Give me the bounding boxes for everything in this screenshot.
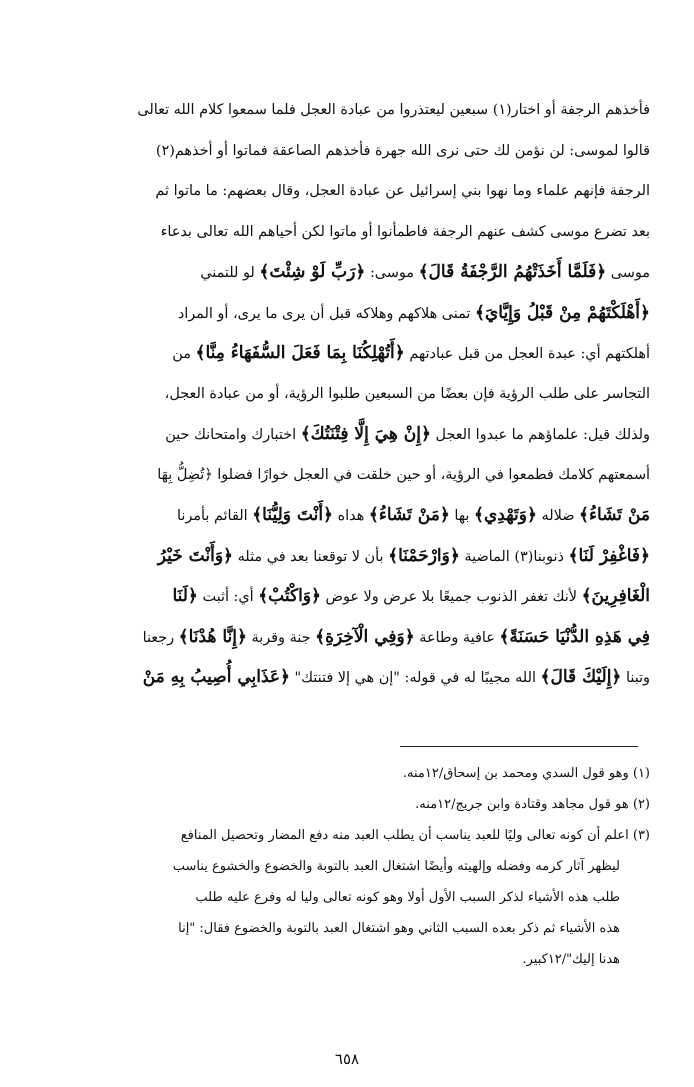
text-segment: الله مجيبًا له في قوله: "إن هي إلا فتنتك" [289, 670, 541, 686]
text-segment: بعد تضرع موسى كشف عنهم الرجفة فاطمأنوا أو ماتوا لكن أحياهم الله تعالى بدعاء [160, 223, 650, 240]
footnote-line: ليظهر آثار كرمه وفضله وإلهيته وأيضًا اشتغال العبد بالتوبة والخضوع والخشوع يناسب [172, 859, 620, 874]
text-line [44, 90, 650, 131]
quran-quote: الْغَافِرِينَ﴾ [581, 586, 650, 606]
text-segment: هداه [333, 508, 369, 524]
text-line [44, 252, 650, 293]
text-segment: اختبارك وامتحانك حين [165, 427, 301, 443]
footnote-line: هذه الأشياء ثم ذكر بعده السبب الثاني وهو اشتغال العبد بالتوبة والخضوع فقال: "إنا [178, 921, 620, 936]
text-segment: ولذلك قيل: علماؤهم ما عبدوا العجل [430, 427, 650, 443]
quran-quote: ﴿إِنَّا هُدْنَا﴾ [178, 626, 247, 647]
text-segment: موسى [606, 265, 650, 281]
text-line [44, 293, 650, 334]
text-segment: جنة وقربة [246, 629, 316, 646]
text-line [44, 374, 650, 415]
text-segment: أي: أثبت [197, 589, 259, 605]
text-segment: بها [449, 508, 474, 524]
quran-quote: ﴿وَأَنْتَ خَيْرُ [157, 545, 234, 566]
page-number: ٦٥٨ [334, 1050, 360, 1068]
quran-quote: مَنْ تَشَاءُ﴾ [579, 505, 650, 525]
quran-quote: ﴿وَاكْتُبْ﴾ [258, 586, 321, 606]
quran-quote: ﴿أَتُهْلِكُنَا بِمَا فَعَلَ السُّفَهَاءُ مِنَّا﴾ [195, 343, 405, 363]
text-segment: وتبنا [621, 670, 650, 686]
quran-quote: ﴿مَنْ تَشَاءُ﴾ [368, 505, 450, 525]
text-segment: ضلاله [536, 508, 579, 524]
footnote-line: (٣) اعلم أن كونه تعالى وليًا للعبد يناسب أن يطلب العبد منه دفع المضار وتحصيل المنافع [180, 828, 650, 843]
text-segment: بأن لا توقعنا بعد في مثله [233, 548, 389, 565]
text-segment: لو للتمني [200, 265, 260, 281]
quran-quote: ﴿رَبِّ لَوْ شِئْتَ﴾ [259, 262, 366, 282]
text-segment: موسى: [365, 265, 419, 281]
text-segment: أسمعتهم كلامك فطمعوا في الرؤية، أو حين خلقت في العجل خوارًا فضلوا [212, 466, 650, 483]
text-segment: ﴿تُضِلُّ بِهَا [157, 466, 213, 483]
quran-quote: ﴿إِلَيْكَ قَالَ﴾ [540, 667, 622, 687]
text-segment: ذنوبنا(٣) الماضية [459, 548, 569, 565]
quran-quote: فِي هَذِهِ الدُّنْيَا حَسَنَةً﴾ [499, 626, 650, 647]
quran-quote: ﴿إِنْ هِيَ إِلَّا فِتْنَتُكَ﴾ [300, 424, 431, 444]
text-segment: لأنك تغفر الذنوب جميعًا بلا عرض ولا عوض [320, 589, 582, 605]
text-line [44, 617, 650, 658]
footnote-line: (١) وهو قول السدي ومحمد بن إسحاق/١٢منه. [402, 766, 650, 781]
text-segment: الرجفة فإنهم علماء وما نهوا بني إسرائيل عن عبادة العجل، وقال بعضهم: ما ماتوا ثم [155, 183, 650, 199]
text-line [44, 657, 650, 698]
text-segment: التجاسر على طلب الرؤية فإن بعضًا من السبعين طلبوا الرؤية، أو من عبادة العجل، [164, 385, 650, 402]
text-line [44, 171, 650, 212]
quran-quote: ﴿لَنَا [172, 586, 198, 606]
text-line [44, 131, 650, 172]
text-segment: فأخذهم الرجفة أو اختار(١) سبعين ليعتذروا من عبادة العجل فلما سمعوا كلام الله تعالى [137, 102, 650, 118]
footnotes [44, 758, 650, 975]
text-segment: رجعنا [142, 629, 179, 646]
quran-quote: ﴿أَنْتَ وَلِيُّنَا﴾ [252, 505, 334, 525]
quran-quote: ﴿أَهْلَكْتَهُمْ مِنْ قَبْلُ وَإِيَّايَ﴾ [475, 302, 650, 323]
text-line [44, 455, 650, 496]
quran-quote: ﴿وَارْحَمْنَا﴾ [388, 545, 460, 566]
text-segment: القائم بأمرنا [176, 508, 253, 524]
quran-quote: ﴿فَاغْفِرْ لَنَا﴾ [568, 545, 650, 566]
text-line [44, 576, 650, 617]
text-line [44, 536, 650, 577]
footnote-line: هدنا إليك"/١٢كبير. [522, 952, 620, 967]
text-segment: عافية وطاعة [414, 629, 500, 646]
footnote-line: طلب هذه الأشياء لذكر السبب الأول أولا وهو كونه تعالى وليا له وفرع عليه طلب [195, 890, 620, 905]
quran-quote: ﴿عَذَابِي أُصِيبُ بِهِ مَنْ [142, 667, 290, 687]
quran-quote: ﴿وَفِي الْآخِرَةِ﴾ [315, 626, 415, 647]
quran-quote: ﴿فَلَمَّا أَخَذَتْهُمُ الرَّجْفَةُ قَالَ﴾ [418, 262, 607, 282]
text-segment: تمنى هلاكهم وهلاكه قبل أن يرى ما يرى، أو المراد [177, 305, 475, 322]
quran-quote: ﴿وَتَهْدِي﴾ [474, 505, 537, 525]
text-segment: قالوا لموسى: لن نؤمن لك حتى نرى الله جهرة فأخذهم الصاعقة فماتوا أو أخذهم(٢) [155, 142, 650, 159]
text-line [44, 495, 650, 536]
text-line [44, 333, 650, 374]
footnote-separator [400, 746, 638, 747]
text-line [44, 212, 650, 253]
main-text [44, 90, 650, 698]
text-segment: من [172, 346, 196, 362]
text-line [44, 414, 650, 455]
text-segment: أهلكتهم أي: عبدة العجل من قبل عبادتهم [404, 346, 650, 362]
footnote-line: (٢) هو قول مجاهد وقتادة وابن جريج/١٢منه. [415, 797, 650, 812]
